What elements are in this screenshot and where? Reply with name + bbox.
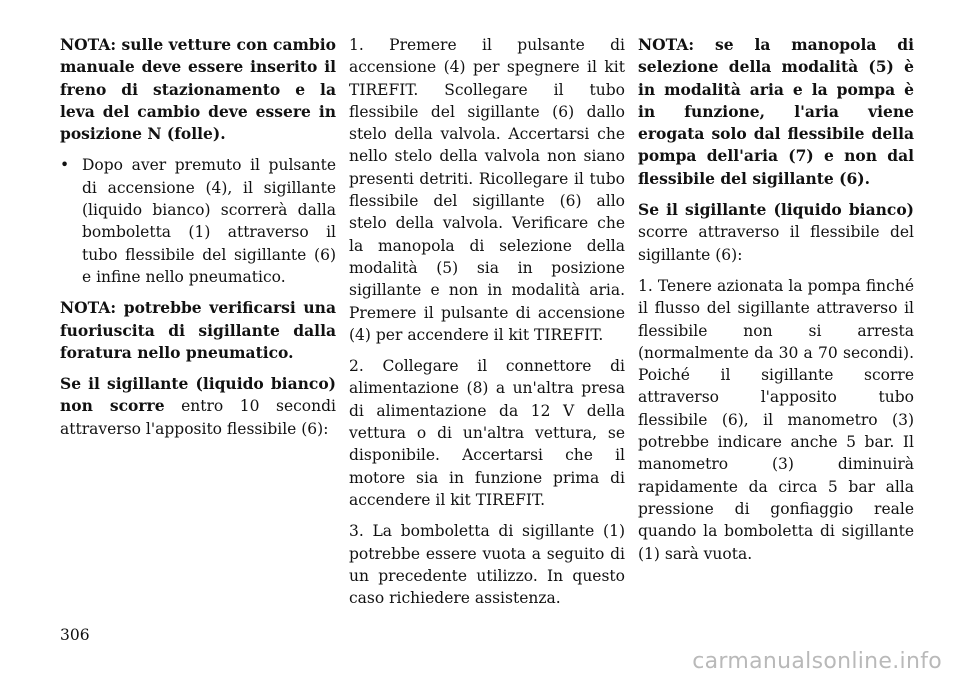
note-sealant-leak: NOTA: potrebbe verificarsi una fuoriuscita di sigillante dalla foratura nello pneumatico.	[60, 298, 336, 362]
watermark: carmanualsonline.info	[692, 649, 942, 674]
bullet-text: Dopo aver premuto il pulsante di accensione (4), il sigillante (liquido bianco) scorrerà dalla bomboletta (1) attraverso il tubo flessibile del sigillante (6) e infine nello pneumatico.	[82, 156, 336, 286]
paragraph-text: scorre attraverso il flessibile del sigillante (6):	[638, 223, 914, 264]
paragraph-sealant-not-flowing	[60, 373, 336, 440]
column-left	[60, 34, 336, 449]
step-1-pump: 1. Tenere azionata la pompa finché il flusso del sigillante attraverso il flessibile non si arresta (normalmente da 30 a 70 secondi). Poiché il sigillante scorre attraverso l'apposito tubo flessibile (6), il manometro (3) potrebbe indicare anche 5 bar. Il manometro (3) diminuirà rapidamente da circa 5 bar alla pressione di gonfiaggio reale quando la bomboletta di sigillante (1) sarà vuota.	[638, 276, 914, 563]
paragraph-bold-lead: Se il sigillante (liquido bianco)	[638, 200, 914, 220]
note-mode-selector: NOTA: se la manopola di selezione della modalità (5) è in modalità aria e la pompa è in funzione, l'aria viene erogata solo dal flessibile della pompa dell'aria (7) e non dal flessibile del sigillante (6).	[638, 35, 914, 188]
note-manual-transmission: NOTA: sulle vetture con cambio manuale deve essere inserito il freno di stazionamento e la leva del cambio deve essere in posizione N (folle).	[60, 35, 336, 144]
column-middle	[349, 34, 625, 618]
bullet-item	[60, 154, 336, 288]
step-3: 3. La bomboletta di sigillante (1) potrebbe essere vuota a seguito di un precedente utilizzo. In questo caso richiedere assistenza.	[349, 522, 625, 608]
step-2: 2. Collegare il connettore di alimentazione (8) a un'altra presa di alimentazione da 12 V della vettura o di un'altra vettura, se disponibile. Accertarsi che il motore sia in funzione prima di accendere il kit TIREFIT.	[349, 357, 625, 509]
bullet-dot-icon: •	[60, 156, 70, 175]
paragraph-text: entro 10 secondi attraverso l'apposito flessibile (6):	[60, 397, 336, 438]
paragraph-bold-lead: Se il sigillante (liquido bianco) non scorre	[60, 374, 336, 416]
column-right	[638, 34, 914, 574]
step-1: 1. Premere il pulsante di accensione (4) per spegnere il kit TIREFIT. Scollegare il tubo flessibile del sigillante (6) dallo stelo della valvola. Accertarsi che nello stelo della valvola non siano presenti detriti. Ricollegare il tubo flessibile del sigillante (6) allo stelo della valvola. Verificare che la manopola di selezione della modalità (5) sia in posizione sigillante e non in modalità aria. Premere il pulsante di accensione (4) per accendere il kit TIREFIT.	[349, 36, 625, 344]
page-number: 306	[60, 626, 90, 644]
paragraph-sealant-flowing	[638, 199, 914, 266]
